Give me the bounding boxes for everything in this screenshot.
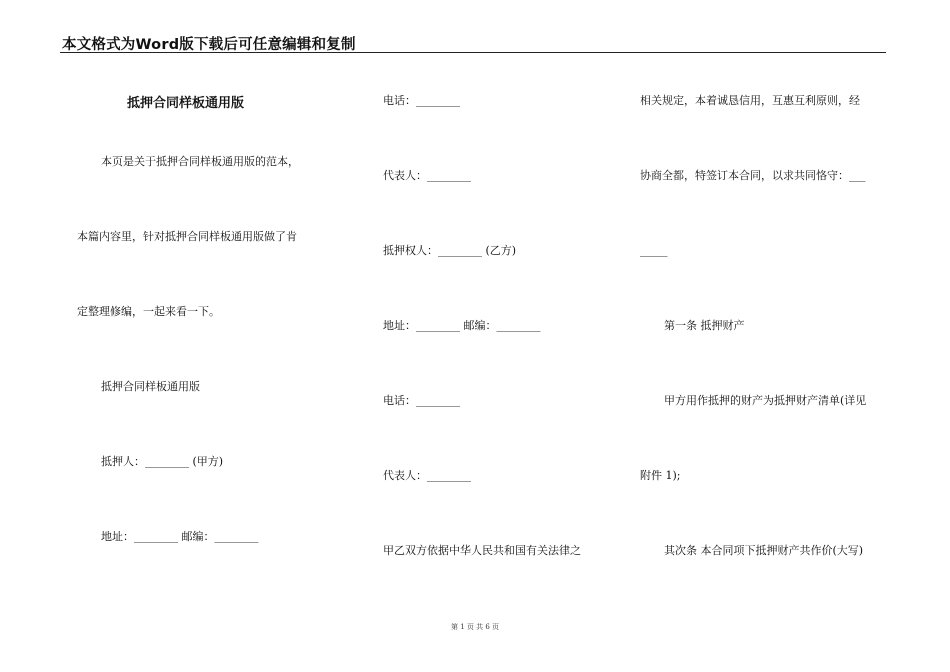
text-line: 第一条 抵押财产 — [664, 319, 745, 332]
text-line: 地址：________ 邮编：________ — [383, 319, 541, 332]
text-line: 定整理修编，一起来看一下。 — [77, 305, 220, 318]
text-line: 电话：________ — [383, 94, 460, 107]
text-line: 甲方用作抵押的财产为抵押财产清单(详见 — [664, 394, 867, 407]
text-line: 本页是关于抵押合同样板通用版的范本， — [101, 155, 299, 168]
text-line: 地址：________ 邮编：________ — [101, 530, 259, 543]
text-line: 相关规定，本着诚恳信用，互惠互利原则，经 — [640, 94, 860, 107]
text-line: 代表人：________ — [383, 469, 471, 482]
text-line: 抵押人：________ (甲方) — [101, 455, 224, 468]
header-divider — [60, 52, 886, 53]
text-line: 其次条 本合同项下抵押财产共作价(大写) — [664, 544, 864, 557]
text-line: 本篇内容里，针对抵押合同样板通用版做了肯 — [77, 230, 297, 243]
document-header: 本文格式为Word版下载后可任意编辑和复制 — [62, 37, 356, 53]
text-line: 抵押合同样板通用版 — [101, 380, 200, 393]
text-line: _____ — [640, 244, 668, 257]
text-line: 代表人：________ — [383, 169, 471, 182]
text-line: 抵押权人：________ (乙方) — [383, 244, 517, 257]
page-number: 第 1 页 共 6 页 — [450, 623, 500, 631]
text-line: 附件 1); — [640, 469, 681, 482]
text-line: 电话：________ — [383, 394, 460, 407]
document-title: 抵押合同样板通用版 — [127, 96, 245, 111]
text-line: 协商全都，特签订本合同，以求共同恪守：___ — [640, 169, 866, 182]
text-line: 甲乙双方依据中华人民共和国有关法律之 — [383, 544, 581, 557]
